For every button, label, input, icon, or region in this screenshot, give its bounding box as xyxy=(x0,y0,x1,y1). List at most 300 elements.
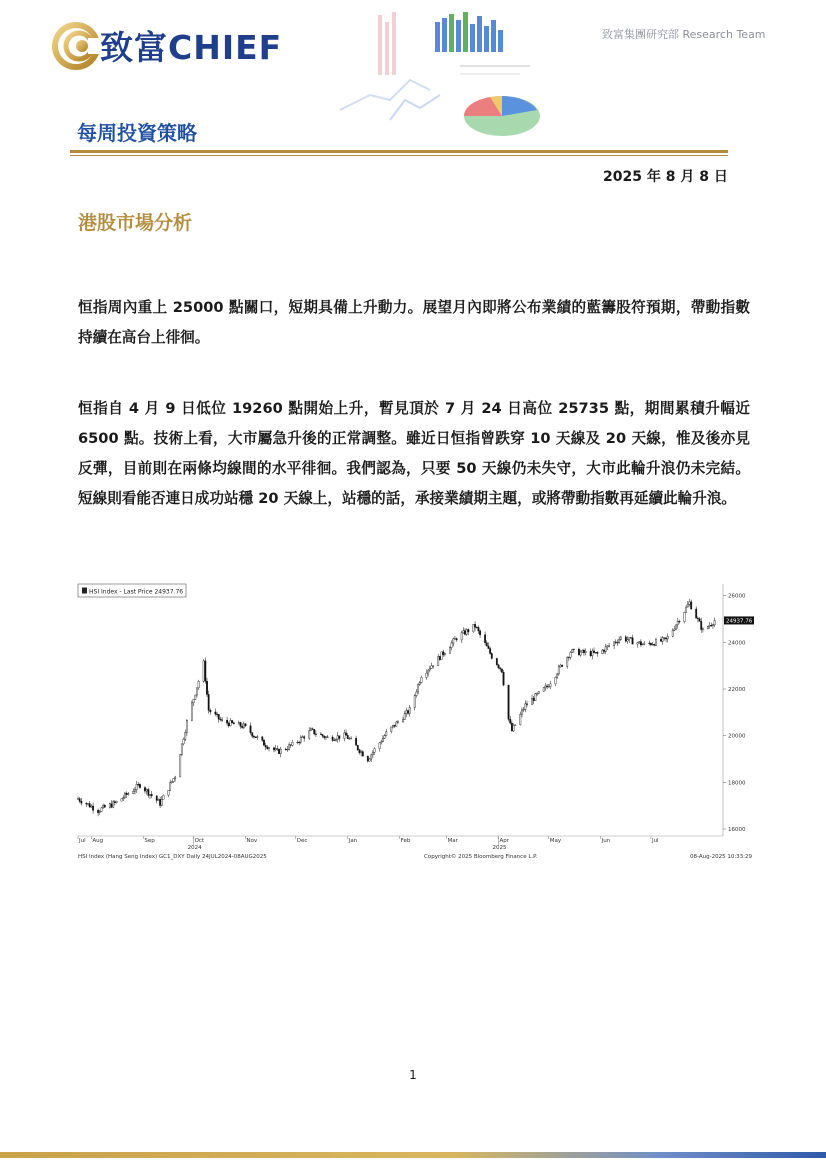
candle-body xyxy=(206,681,207,694)
hsi-price-chart xyxy=(74,578,760,868)
candle-body xyxy=(268,748,269,749)
candle-body xyxy=(231,720,232,722)
candle-body xyxy=(431,666,432,669)
candle-body xyxy=(146,789,147,791)
candle-body xyxy=(298,742,299,743)
x-axis xyxy=(78,836,723,851)
candle-body xyxy=(397,722,398,723)
candle-body xyxy=(303,737,304,739)
candle-body xyxy=(372,752,373,755)
candle-body xyxy=(568,657,569,658)
candle-body xyxy=(617,642,618,643)
candle-body xyxy=(392,725,393,727)
candle-body xyxy=(689,602,690,605)
candle-body xyxy=(409,708,410,714)
candle-body xyxy=(677,621,678,625)
candle-body xyxy=(414,696,415,708)
candle-body xyxy=(407,711,408,714)
candle-body xyxy=(702,629,703,630)
candle-body xyxy=(662,638,663,641)
candle-body xyxy=(163,795,164,799)
candle-body xyxy=(349,738,350,739)
candle-body xyxy=(605,647,606,652)
candle-body xyxy=(437,656,438,665)
candle-body xyxy=(690,602,691,609)
candle-body xyxy=(148,789,149,795)
candle-body xyxy=(243,724,244,728)
candle-body xyxy=(327,737,328,738)
candle-body xyxy=(463,631,464,633)
candle-body xyxy=(695,609,696,618)
x-tick-label: Nov xyxy=(246,838,258,844)
candle-body xyxy=(627,640,628,641)
x-tick-label: Jul xyxy=(651,838,659,844)
candle-body xyxy=(374,749,375,753)
candle-body xyxy=(263,740,264,745)
candle-body xyxy=(464,631,465,635)
candle-body xyxy=(526,704,527,705)
candle-body xyxy=(639,642,640,643)
candle-body xyxy=(687,604,688,607)
candle-body xyxy=(404,714,405,720)
candle-body xyxy=(508,685,509,719)
candle-body xyxy=(173,779,174,782)
candle-body xyxy=(573,649,574,650)
candle-body xyxy=(456,639,457,640)
candle-body xyxy=(290,745,291,746)
x-tick-label: Aug xyxy=(92,838,104,844)
candle-body xyxy=(104,805,105,807)
chart-legend xyxy=(78,584,186,597)
candle-body xyxy=(308,731,309,739)
candle-body xyxy=(531,698,532,704)
candle-body xyxy=(174,777,175,779)
candle-body xyxy=(335,739,336,740)
candle-body xyxy=(325,737,326,738)
candle-body xyxy=(607,646,608,647)
candle-body xyxy=(322,735,323,737)
candle-body xyxy=(650,643,651,645)
chief-logo-icon xyxy=(52,20,104,72)
y-tick-label: 24000 xyxy=(728,640,746,647)
candle-body xyxy=(454,639,455,640)
candle-body xyxy=(592,651,593,656)
candle-body xyxy=(476,627,477,628)
candle-body xyxy=(186,720,187,732)
candle-body xyxy=(712,625,713,626)
candle-body xyxy=(511,723,512,731)
candle-body xyxy=(205,661,206,681)
candle-body xyxy=(265,745,266,747)
candle-body xyxy=(134,790,135,791)
footer-bar xyxy=(0,1152,826,1158)
candle-body xyxy=(555,677,556,684)
report-date: 2025 年 8 月 8 日 xyxy=(603,169,728,185)
candle-body xyxy=(337,736,338,740)
brand-name: 致富CHIEF xyxy=(100,28,283,67)
candle-body xyxy=(449,648,450,654)
candle-body xyxy=(138,784,139,785)
candle-body xyxy=(128,794,129,795)
candle-body xyxy=(280,749,281,754)
candle-body xyxy=(603,650,604,651)
candle-body xyxy=(101,808,102,812)
candle-body xyxy=(479,631,480,635)
candle-body xyxy=(652,644,653,645)
candle-body xyxy=(595,652,596,653)
title-divider xyxy=(70,150,728,153)
candle-body xyxy=(252,733,253,736)
candle-body xyxy=(590,651,591,655)
candle-body xyxy=(345,733,346,735)
candle-body xyxy=(240,722,241,726)
candle-body xyxy=(426,673,427,677)
candle-body xyxy=(473,624,474,631)
candle-body xyxy=(102,805,103,808)
candle-body xyxy=(474,624,475,627)
candle-body xyxy=(221,720,222,721)
candle-body xyxy=(359,750,360,753)
candle-body xyxy=(580,652,581,655)
candle-body xyxy=(406,711,407,714)
candle-body xyxy=(159,799,160,805)
candle-body xyxy=(183,739,184,744)
x-tick-label: Jun xyxy=(601,838,611,844)
candle-body xyxy=(257,737,258,738)
y-tick-label: 20000 xyxy=(728,733,746,740)
candle-body xyxy=(168,790,169,795)
candle-body xyxy=(278,749,279,753)
candle-body xyxy=(558,667,559,674)
paragraph: 恒指周內重上 25000 點關口，短期具備上升動力。展望月內即將公布業績的藍籌股符預期，帶動指數持續在高台上徘徊。 xyxy=(78,299,750,346)
candle-body xyxy=(593,651,594,653)
candle-body xyxy=(432,666,433,667)
chart-footer-copyright: Copyright© 2025 Bloomberg Finance L.P. xyxy=(424,854,538,860)
candle-body xyxy=(314,729,315,734)
candle-body xyxy=(484,635,485,643)
candle-body xyxy=(548,687,549,688)
candle-body xyxy=(498,665,499,668)
candle-body xyxy=(583,650,584,653)
candle-body xyxy=(655,639,656,645)
candle-body xyxy=(560,665,561,667)
candle-body xyxy=(444,653,445,654)
candle-body xyxy=(139,784,140,787)
candle-body xyxy=(367,756,368,761)
candle-body xyxy=(582,650,583,652)
candle-body xyxy=(525,704,526,710)
candle-body xyxy=(535,694,536,701)
candle-body xyxy=(144,788,145,792)
candle-body xyxy=(503,672,504,685)
last-price-tag xyxy=(724,616,754,624)
candle-body xyxy=(451,643,452,648)
x-tick-label: Dec xyxy=(296,838,308,844)
chart-footer-timestamp: 08-Aug-2025 10:33:29 xyxy=(690,854,753,860)
candle-body xyxy=(379,743,380,749)
candle-body xyxy=(238,722,239,724)
candle-body xyxy=(709,625,710,626)
candle-body xyxy=(386,732,387,736)
candle-body xyxy=(253,736,254,737)
candle-body xyxy=(156,796,157,801)
candle-body xyxy=(461,633,462,640)
header-decoration xyxy=(330,0,630,150)
candle-body xyxy=(92,806,93,810)
candle-body xyxy=(556,674,557,677)
candle-body xyxy=(91,806,92,807)
candle-body xyxy=(171,782,172,783)
candle-body xyxy=(381,742,382,743)
x-tick-label: Jan xyxy=(348,838,358,844)
y-tick-label: 26000 xyxy=(728,593,746,600)
candle-body xyxy=(637,643,638,644)
candle-body xyxy=(285,749,286,750)
candle-body xyxy=(538,691,539,693)
candle-body xyxy=(396,722,397,726)
plot-area xyxy=(78,584,723,836)
candle-body xyxy=(630,638,631,639)
report-title: 每周投資策略 xyxy=(77,121,197,145)
candle-body xyxy=(136,784,137,789)
candle-body xyxy=(533,698,534,700)
candle-body xyxy=(195,695,196,699)
candle-body xyxy=(674,629,675,630)
candle-body xyxy=(608,646,609,647)
paragraph: 恒指自 4 月 9 日低位 19260 點開始上升，暫見頂於 7 月 24 日高位 25735 點，期間累積升幅近 6500 點。技術上看，大市屬急升後的正常調整。雖近日恒指曾跌穿 10 天線及 20 天線，惟及後亦見反彈，目前則在兩條均線間的水平徘徊。我們認為，只要 50 天線仍未失守，大市此輪升浪仍未完結。短線則看能否連日成功站穩 20 天線上，站穩的話，承接業績期主題，或將帶動指數再延續此輪升浪。 xyxy=(78,400,750,507)
candle-body xyxy=(384,736,385,739)
candle-body xyxy=(287,749,288,750)
candle-body xyxy=(292,742,293,745)
candle-body xyxy=(203,661,204,681)
candle-body xyxy=(416,692,417,696)
page-number: 1 xyxy=(409,1068,417,1082)
candle-body xyxy=(419,682,420,684)
candle-body xyxy=(89,804,90,808)
candle-body xyxy=(112,802,113,808)
x-tick-label: Sep xyxy=(144,838,155,844)
candle-body xyxy=(198,681,199,688)
candle-body xyxy=(570,653,571,658)
candle-body xyxy=(625,637,626,641)
candle-body xyxy=(572,650,573,653)
candle-body xyxy=(121,799,122,802)
candle-body xyxy=(417,684,418,692)
candle-body xyxy=(196,688,197,695)
candle-body xyxy=(585,651,586,652)
candle-body xyxy=(230,720,231,725)
candle-body xyxy=(241,726,242,727)
candle-body xyxy=(441,652,442,660)
candle-body xyxy=(453,639,454,643)
candle-body xyxy=(97,810,98,812)
candle-body xyxy=(273,748,274,750)
candle-body xyxy=(250,726,251,733)
candle-body xyxy=(181,744,182,755)
candle-body xyxy=(510,719,511,723)
title-divider-thin xyxy=(70,155,728,156)
candle-body xyxy=(208,694,209,710)
candle-body xyxy=(443,652,444,655)
candle-body xyxy=(615,642,616,643)
candle-body xyxy=(427,670,428,673)
candle-body xyxy=(665,638,666,639)
candle-body xyxy=(491,653,492,658)
research-team-label: 致富集團研究部 Research Team xyxy=(602,28,766,41)
candle-body xyxy=(660,639,661,641)
candle-body xyxy=(362,752,363,756)
candle-body xyxy=(684,612,685,621)
candle-body xyxy=(402,720,403,722)
candle-body xyxy=(123,798,124,799)
candle-body xyxy=(478,627,479,630)
candle-body xyxy=(523,709,524,710)
candle-body xyxy=(466,630,467,635)
candle-body xyxy=(679,621,680,622)
candle-body xyxy=(158,799,159,800)
candle-body xyxy=(543,688,544,692)
year-label: 2025 xyxy=(492,845,507,851)
candle-body xyxy=(86,803,87,804)
candle-body xyxy=(339,736,340,739)
candle-body xyxy=(310,729,311,731)
candle-body xyxy=(149,794,150,795)
candle-body xyxy=(496,658,497,664)
candle-body xyxy=(161,799,162,805)
candle-body xyxy=(486,643,487,646)
candle-body xyxy=(312,729,313,730)
candle-body xyxy=(521,710,522,714)
candle-body xyxy=(275,749,276,750)
candle-body xyxy=(99,812,100,813)
candle-body xyxy=(245,724,246,726)
candle-body xyxy=(151,794,152,795)
x-tick-label: Mar xyxy=(447,838,458,844)
candle-body xyxy=(640,642,641,645)
candle-body xyxy=(344,733,345,739)
candle-body xyxy=(334,740,335,741)
candle-body xyxy=(439,656,440,659)
candle-body xyxy=(297,742,298,743)
candle-body xyxy=(315,734,316,735)
candle-body xyxy=(499,668,500,669)
candle-body xyxy=(370,755,371,759)
candle-body xyxy=(667,636,668,639)
section-heading: 港股市場分析 xyxy=(78,212,193,234)
candle-body xyxy=(664,638,665,639)
candle-body xyxy=(391,727,392,732)
candle-body xyxy=(126,793,127,795)
candle-body xyxy=(210,710,211,712)
candle-body xyxy=(707,627,708,629)
candle-body xyxy=(699,619,700,622)
legend-label: HSI Index - Last Price 24937.76 xyxy=(89,588,184,596)
candle-body xyxy=(536,694,537,695)
candle-body xyxy=(550,684,551,687)
candle-body xyxy=(620,637,621,639)
candle-body xyxy=(332,737,333,740)
candle-body xyxy=(513,725,514,731)
candle-body xyxy=(685,607,686,612)
candle-body xyxy=(545,686,546,688)
last-price-value: 24937.76 xyxy=(726,618,753,625)
candle-body xyxy=(185,732,186,739)
candle-body xyxy=(654,644,655,645)
x-tick-label: Jul xyxy=(79,838,86,844)
candle-body xyxy=(233,723,234,724)
candle-body xyxy=(116,801,117,803)
candle-body xyxy=(179,755,180,777)
candle-body xyxy=(697,618,698,619)
candle-body xyxy=(714,621,715,625)
y-tick-label: 22000 xyxy=(728,687,746,693)
candle-body xyxy=(566,657,567,666)
candle-body xyxy=(468,630,469,632)
candle-body xyxy=(288,745,289,750)
y-tick-label: 16000 xyxy=(728,827,746,833)
candle-body xyxy=(561,665,562,666)
candle-body xyxy=(644,643,645,644)
candle-body xyxy=(218,714,219,719)
x-tick-label: May xyxy=(549,838,562,844)
candle-body xyxy=(228,723,229,726)
candle-body xyxy=(613,642,614,646)
candle-body xyxy=(672,630,673,636)
x-tick-label: Apr xyxy=(499,838,510,844)
candle-body xyxy=(701,621,702,629)
year-label: 2024 xyxy=(187,845,202,851)
candle-body xyxy=(632,638,633,644)
candle-body xyxy=(618,639,619,642)
candle-body xyxy=(421,677,422,682)
candle-body xyxy=(302,737,303,738)
candle-body xyxy=(262,737,263,740)
candle-body xyxy=(675,625,676,629)
candle-body xyxy=(429,668,430,670)
candle-body xyxy=(169,783,170,791)
candle-body xyxy=(255,737,256,738)
candle-body xyxy=(360,752,361,753)
candle-body xyxy=(111,804,112,808)
candle-body xyxy=(369,759,370,761)
candle-body xyxy=(394,725,395,726)
candle-body xyxy=(578,649,579,655)
candle-body xyxy=(488,646,489,648)
candle-body xyxy=(347,735,348,738)
candle-body xyxy=(520,714,521,725)
y-tick-label: 18000 xyxy=(728,780,746,787)
candle-body xyxy=(215,712,216,714)
candle-body xyxy=(300,737,301,742)
candle-body xyxy=(642,644,643,645)
candle-body xyxy=(324,736,325,738)
candle-body xyxy=(220,719,221,720)
candle-body xyxy=(649,643,650,644)
candle-body xyxy=(267,747,268,749)
candle-body xyxy=(320,734,321,735)
candle-body xyxy=(350,738,351,739)
candle-body xyxy=(546,686,547,687)
candle-body xyxy=(355,738,356,745)
candle-body xyxy=(357,745,358,749)
candle-body xyxy=(87,804,88,805)
candle-body xyxy=(114,802,115,803)
x-tick-label: Oct xyxy=(194,838,205,844)
candle-body xyxy=(489,649,490,654)
candle-body xyxy=(124,793,125,798)
candle-body xyxy=(81,801,82,803)
candle-body xyxy=(226,720,227,723)
